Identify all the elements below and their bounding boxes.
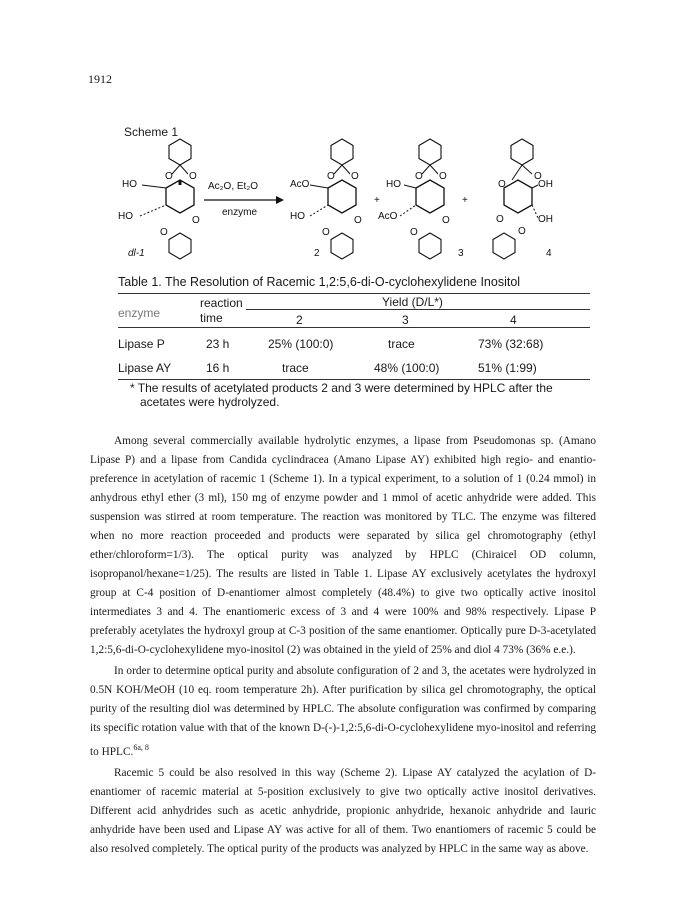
svg-text:AcO: AcO (290, 179, 310, 190)
footnote-line-1: * The results of acetylated products 2 and 3 were determined by HPLC after the (130, 381, 553, 395)
plus-sign-2: + (462, 195, 468, 206)
yield-rule (246, 309, 590, 310)
compound-2-structure (290, 139, 362, 259)
row1-enzyme: Lipase P (118, 337, 165, 351)
compound-1-structure (118, 139, 200, 259)
scheme-label: Scheme 1 (124, 125, 179, 139)
svg-text:OH: OH (538, 179, 553, 190)
row2-enzyme: Lipase AY (118, 361, 172, 375)
compound-label-3: 3 (458, 248, 464, 259)
svg-text:O: O (442, 215, 450, 226)
compound-4-structure (493, 139, 553, 259)
compound-label-4: 4 (546, 248, 552, 259)
row2-col3: 48% (100:0) (374, 361, 440, 375)
reaction-arrow (204, 181, 284, 218)
page-number: 1912 (88, 72, 112, 86)
table-caption: Table 1. The Resolution of Racemic 1,2:5,6-di-O-cyclohexylidene Inositol (118, 275, 521, 289)
svg-text:Ac₂O, Et₂O: Ac₂O, Et₂O (208, 181, 258, 192)
svg-text:O: O (534, 171, 542, 182)
svg-text:AcO: AcO (378, 211, 398, 222)
compound-label-1: dl-1 (128, 248, 145, 259)
svg-text:O: O (354, 215, 362, 226)
table-bottom-rule (118, 379, 590, 380)
svg-text:O: O (496, 214, 504, 225)
svg-text:O: O (351, 171, 359, 182)
header-reaction: reaction (200, 296, 243, 310)
row1-time: 23 h (206, 337, 230, 351)
svg-text:O: O (322, 227, 330, 238)
svg-text:O: O (189, 171, 197, 182)
svg-text:HO: HO (118, 211, 133, 222)
svg-text:O: O (498, 179, 506, 190)
body-text (90, 432, 596, 859)
header-enzyme: enzyme (118, 306, 161, 320)
row1-col2: 25% (100:0) (268, 337, 334, 351)
header-time: time (200, 311, 223, 325)
svg-text:O: O (192, 215, 200, 226)
svg-text:HO: HO (290, 211, 305, 222)
svg-text:OH: OH (538, 214, 553, 225)
svg-text:O: O (410, 227, 418, 238)
table-top-rule (118, 293, 590, 294)
paragraph-2-text: In order to determine optical purity and absolute configuration of 2 and 3, the acetates were hydrolyzed in 0.5N KOH/MeOH (10 eq. room temperature 2h). After purification by silica gel chromotography, the optical purity of the resulting diol was determined by HPLC. The absolute configuration was confirmed by comparing its specific rotation value with that of the known D-(-)-1,2:5,6-di-O-cyclohexylidene myo-inositol and referring to HPLC. (90, 665, 596, 758)
row2-time: 16 h (206, 361, 230, 375)
footnote-line-2: acetates were hydrolyzed. (140, 395, 280, 409)
header-col3: 3 (402, 313, 409, 327)
paragraph-1: Among several commercially available hydrolytic enzymes, a lipase from Pseudomonas sp. (Amano Lipase P) and a lipase from Candida cyclindracea (Amano Lipase AY) exhibited high regio- and enantio-preference in acetylation of racemic 1 (Scheme 1). In a typical experiment, to a solution of 1 (0.24 mmol) in anhydrous ethyl ether (3 ml), 150 mg of enzyme powder and 1 mmol of acetic anhydride were added. This suspension was stirred at room temperature. The reaction was monitored by TLC. The enzyme was filtered when no more reaction proceeded and products were separated by silica gel chromotography (ethyl ether/chloroform=1/3). The optical purity was analyzed by HPLC (Chiraicel OD column, isopropanol/hexane=1/25). The results are listed in Table 1. Lipase AY exclusively acetylates the hydroxyl group at C-4 position of D-enantiomer almost completely (48.4%) to give two optically active inositol intermediates 3 and 4. The enantiomeric excess of 3 and 4 were 100% and 98% respectively. Lipase P preferably acetylates the hydroxyl group at C-3 position of the same enantiomer. Optically pure D-3-acetylated 1,2:5,6-di-O-cyclohexylidene myo-inositol (2) was obtained in the yield of 25% and diol 4 73% (36% e.e.). (90, 435, 596, 656)
compound-label-2: 2 (314, 248, 320, 259)
header-yield: Yield (D/L*) (382, 295, 443, 309)
row2-col2: trace (282, 361, 309, 375)
svg-text:enzyme: enzyme (222, 207, 258, 218)
table-footnote (130, 381, 600, 409)
svg-text:HO: HO (386, 179, 401, 190)
compound-3-structure (378, 139, 464, 259)
paragraph-2-reference: 6a, 8 (133, 743, 149, 752)
svg-text:O: O (415, 171, 423, 182)
paragraph-3: Racemic 5 could be also resolved in this way (Scheme 2). Lipase AY catalyzed the acylation of D-enantiomer of racemic material at 5-position exclusively to give two optically active inositol derivatives. Different acid anhydrides such as acetic anhydride, propionic anhydride, hexanoic anhydride and lauric anhydride have been used and Lipase AY was active for all of them. Two enantiomers of racemic 5 could be also resolved completely. The optical purity of the products was analyzed by HPLC in the same way as above. (90, 766, 596, 855)
svg-text:O: O (160, 227, 168, 238)
svg-text:O: O (518, 226, 526, 237)
row2-col4: 51% (1:99) (478, 361, 537, 375)
svg-text:O: O (439, 171, 447, 182)
svg-text:O: O (165, 171, 173, 182)
svg-text:HO: HO (122, 179, 137, 190)
row1-col4: 73% (32:68) (478, 337, 544, 351)
header-col2: 2 (296, 313, 303, 327)
header-bottom-rule (118, 327, 590, 328)
row1-col3: trace (388, 337, 415, 351)
plus-sign: + (374, 195, 380, 206)
svg-text:O: O (327, 171, 335, 182)
header-col4: 4 (510, 313, 517, 327)
scheme-diagram (110, 130, 580, 275)
paragraph-2 (90, 662, 596, 762)
